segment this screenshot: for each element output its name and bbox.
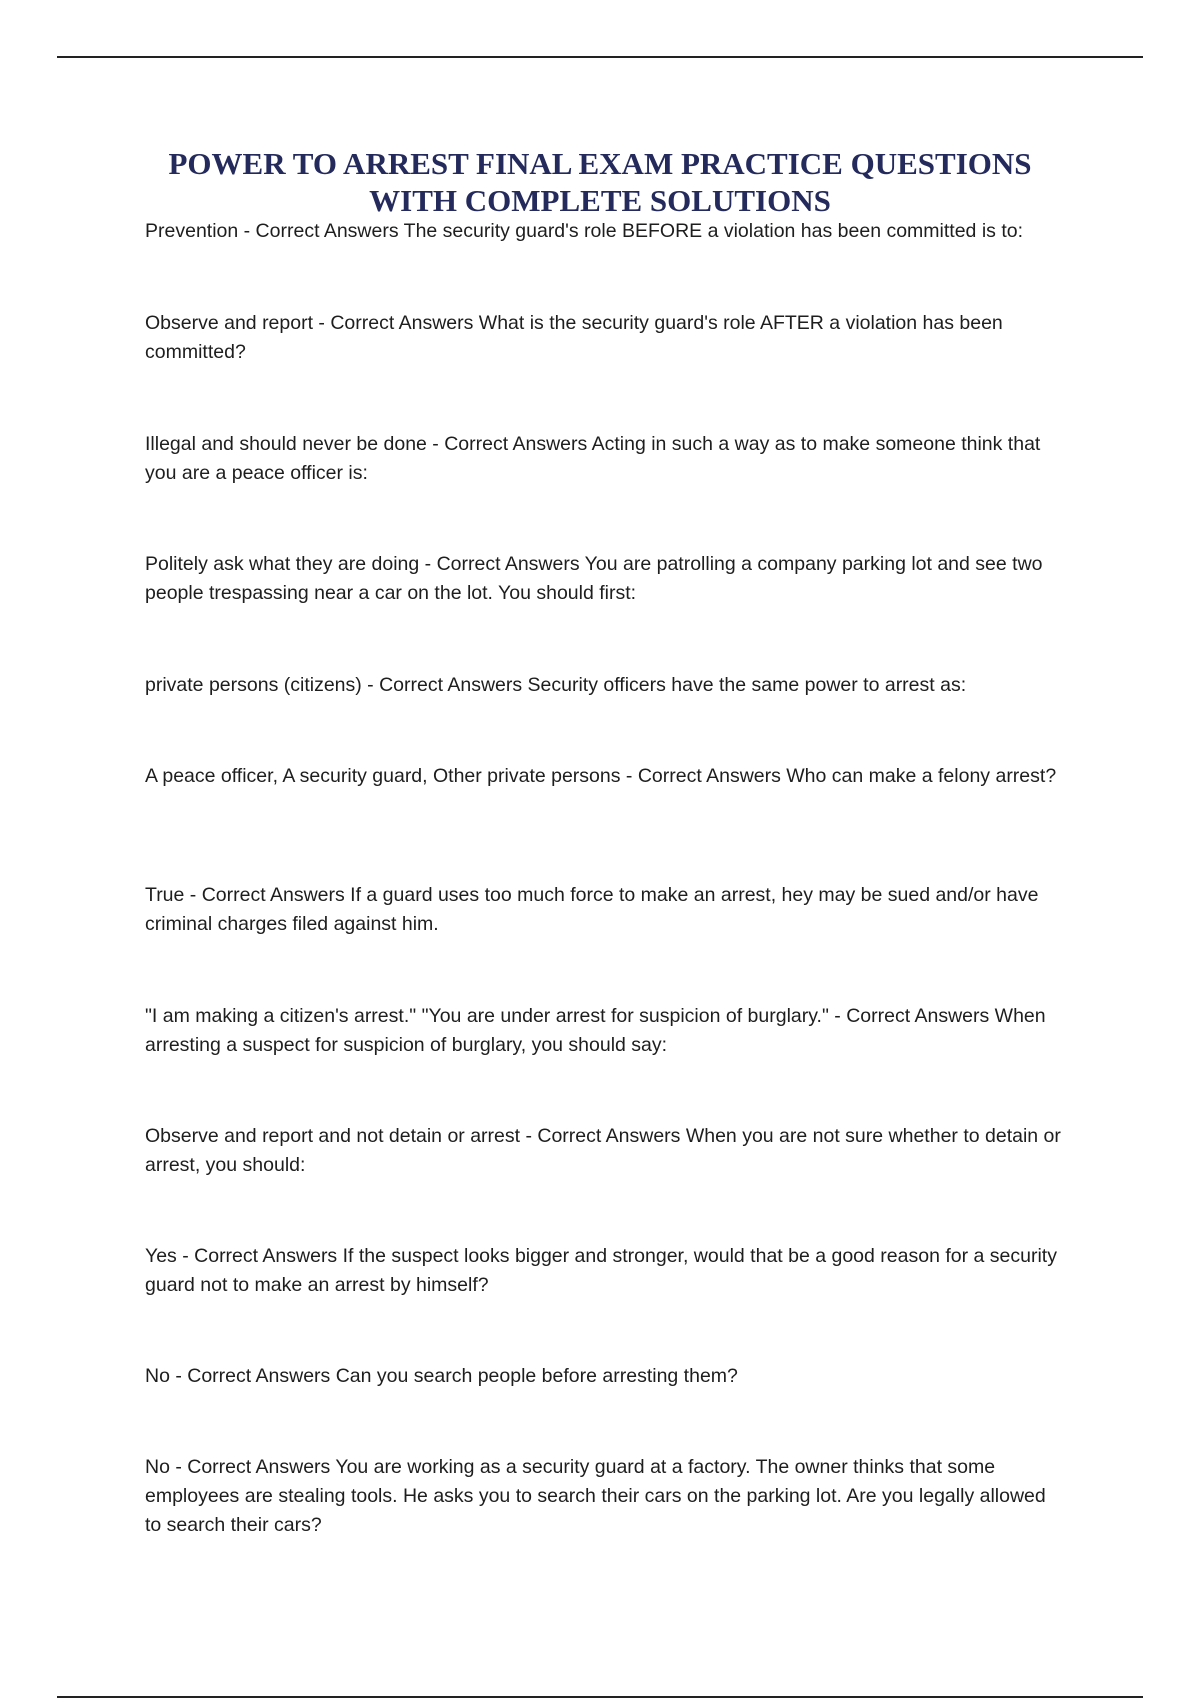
qa-item-11: No - Correct Answers Can you search people before arresting them? (145, 1365, 738, 1387)
bottom-rule (57, 1696, 1143, 1698)
qa-item-3: Illegal and should never be done - Correct Answers Acting in such a way as to make someone think that you are a peace officer is: (145, 433, 1041, 484)
qa-item-1: Prevention - Correct Answers The security guard's role BEFORE a violation has been committed is to: (145, 220, 1023, 242)
qa-item-8: "I am making a citizen's arrest." "You are under arrest for suspicion of burglary." - Correct Answers When arresting a suspect for suspicion of burglary, you should say: (145, 1005, 1046, 1056)
qa-item-6: A peace officer, A security guard, Other private persons - Correct Answers Who can make a felony arrest? (145, 765, 1057, 787)
qa-item-4: Politely ask what they are doing - Correct Answers You are patrolling a company parking lot and see two people trespassing near a car on the lot. You should first: (145, 553, 1043, 604)
qa-item-10: Yes - Correct Answers If the suspect looks bigger and stronger, would that be a good reason for a security guard not to make an arrest by himself? (145, 1245, 1057, 1296)
top-rule (57, 56, 1143, 58)
qa-item-9: Observe and report and not detain or arrest - Correct Answers When you are not sure whether to detain or arrest, you should: (145, 1125, 1061, 1176)
qa-item-5: private persons (citizens) - Correct Answers Security officers have the same power to arrest as: (145, 674, 967, 696)
qa-item-12: No - Correct Answers You are working as a security guard at a factory. The owner thinks that some employees are stealing tools. He asks you to search their cars on the parking lot. Are you legally allowed to search their cars? (145, 1456, 1046, 1536)
document-title: POWER TO ARREST FINAL EXAM PRACTICE QUESTIONS WITH COMPLETE SOLUTIONS (168, 146, 1032, 218)
qa-item-7: True - Correct Answers If a guard uses too much force to make an arrest, hey may be sued and/or have criminal charges filed against him. (145, 884, 1039, 935)
qa-item-2: Observe and report - Correct Answers What is the security guard's role AFTER a violation has been committed? (145, 312, 1003, 363)
